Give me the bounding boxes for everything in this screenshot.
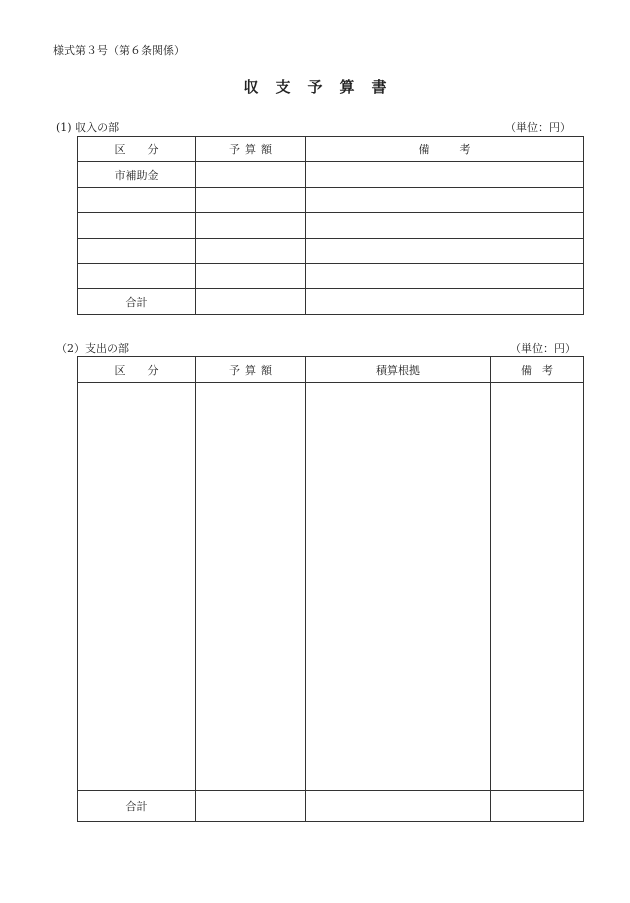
expense-section-label: （2）支出の部 <box>56 342 129 355</box>
expense-unit-label: （単位：円） <box>510 342 576 355</box>
form-number: 様式第３号（第６条関係） <box>53 44 185 57</box>
income-row-3-budget[interactable] <box>196 213 306 239</box>
table-row <box>78 213 584 239</box>
expense-total-label: 合計 <box>78 791 196 822</box>
income-row-4-budget[interactable] <box>196 239 306 264</box>
income-row-5-category[interactable] <box>78 264 196 289</box>
expense-header-basis: 積算根拠 <box>306 357 491 383</box>
income-section-label: (1) 収入の部 <box>56 121 120 134</box>
table-row <box>78 188 584 213</box>
income-header-remarks: 備考 <box>306 137 584 162</box>
income-row-4-remarks[interactable] <box>306 239 584 264</box>
table-row <box>78 239 584 264</box>
expense-table <box>77 356 584 822</box>
income-row-1-remarks[interactable] <box>306 162 584 188</box>
income-total-budget[interactable] <box>196 289 306 315</box>
expense-category-cell[interactable] <box>78 383 196 791</box>
income-total-remarks[interactable] <box>306 289 584 315</box>
expense-header-remarks: 備考 <box>491 357 584 383</box>
income-row-5-budget[interactable] <box>196 264 306 289</box>
income-row-5-remarks[interactable] <box>306 264 584 289</box>
income-row-1-budget[interactable] <box>196 162 306 188</box>
expense-remarks-cell[interactable] <box>491 383 584 791</box>
expense-total-basis[interactable] <box>306 791 491 822</box>
income-row-4-category[interactable] <box>78 239 196 264</box>
expense-header-category: 区分 <box>78 357 196 383</box>
income-header-budget: 予算額 <box>196 137 306 162</box>
expense-body-row <box>78 383 584 791</box>
income-unit-label: （単位：円） <box>505 121 571 134</box>
document-title: 収支予算書 <box>243 78 404 96</box>
expense-budget-cell[interactable] <box>196 383 306 791</box>
income-header-row <box>78 137 584 162</box>
expense-header-row <box>78 357 584 383</box>
income-row-3-category[interactable] <box>78 213 196 239</box>
income-row-2-budget[interactable] <box>196 188 306 213</box>
expense-total-budget[interactable] <box>196 791 306 822</box>
income-total-row <box>78 289 584 315</box>
expense-header-budget: 予算額 <box>196 357 306 383</box>
expense-total-remarks[interactable] <box>491 791 584 822</box>
income-row-3-remarks[interactable] <box>306 213 584 239</box>
income-header-category: 区分 <box>78 137 196 162</box>
income-table <box>77 136 584 315</box>
table-row <box>78 264 584 289</box>
income-row-2-remarks[interactable] <box>306 188 584 213</box>
table-row <box>78 162 584 188</box>
income-row-1-category[interactable]: 市補助金 <box>78 162 196 188</box>
expense-basis-cell[interactable] <box>306 383 491 791</box>
income-row-2-category[interactable] <box>78 188 196 213</box>
expense-total-row <box>78 791 584 822</box>
income-total-label: 合計 <box>78 289 196 315</box>
